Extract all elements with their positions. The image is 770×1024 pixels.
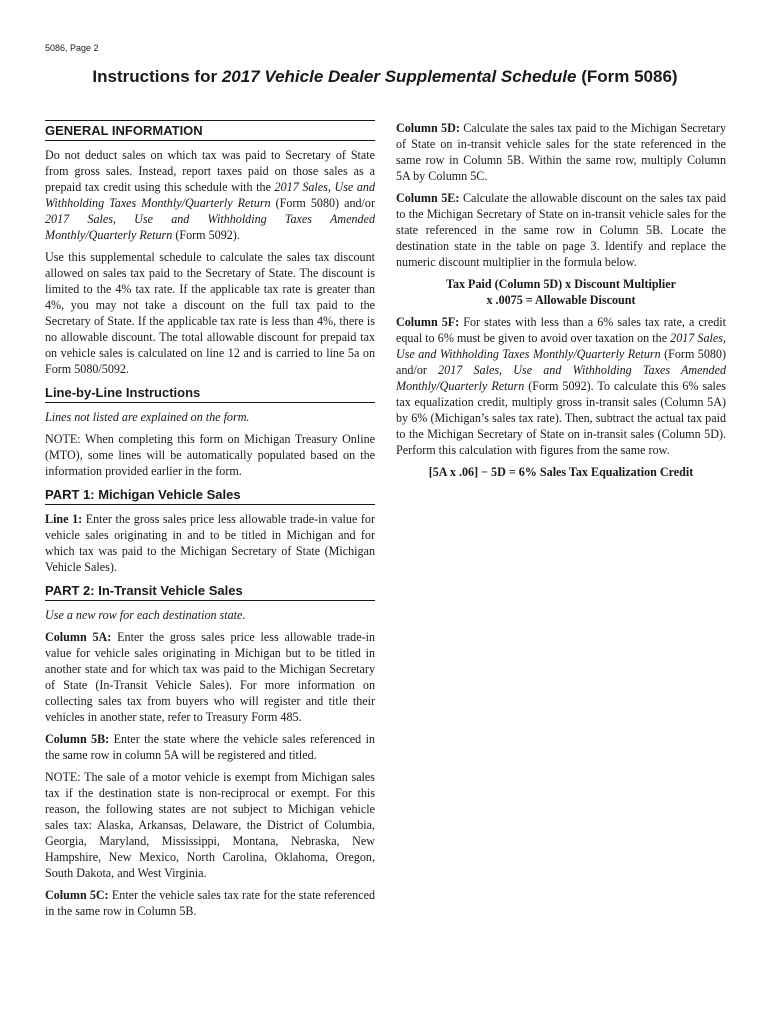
general-paragraph-2: Use this supplemental schedule to calculate the sales tax discount allowed on sales tax paid to the Secretary of State. The discount is limited to the 4% tax rate. If the applicable tax rate is greater than 4%, you may not take a discount on the full tax paid to the Secretary of State. If the applicable tax rate is less than 4%, there is no allowable discount. The total allowable discount for prepaid tax on vehicle sales is calculated on line 12 and is carried to line 5a on Form 5080/5092. xyxy=(45,250,375,376)
page-label: 5086, Page 2 xyxy=(45,43,99,53)
column-5c-label: Column 5C: xyxy=(45,888,109,902)
column-5a-instruction xyxy=(45,629,375,725)
column-5b-text: Enter the state where the vehicle sales referenced in the same row in column 5A will be registered and titled. xyxy=(45,732,375,762)
general-p1-text-b: (Form 5080) and/or xyxy=(270,196,375,210)
column-5e-text: Calculate the allowable discount on the sales tax paid to the Michigan Secretary of State on in-transit vehicle sales for the state referenced in the same row in Column 5B. Locate the destination state in the table on page 3. Identify and replace the numeric discount multiplier in the formula below. xyxy=(396,191,726,269)
right-column xyxy=(396,120,726,486)
general-p1-text-c: (Form 5092). xyxy=(172,228,240,242)
part2-heading: PART 2: In-Transit Vehicle Sales xyxy=(45,581,375,601)
column-5f-text-a: For states with less than a 6% sales tax rate, a credit equal to 6% must be given to avoid over taxation on the xyxy=(396,315,726,345)
line1-instruction xyxy=(45,511,375,575)
column-5e-label: Column 5E: xyxy=(396,191,460,205)
discount-formula xyxy=(396,276,726,308)
form-5092-title-ref: 2017 Sales, Use and Withholding Taxes Amended Monthly/Quarterly Return xyxy=(396,363,727,393)
column-5c-text: Enter the vehicle sales tax rate for the state referenced in the same row in Column 5B. xyxy=(45,888,376,918)
general-paragraph-1 xyxy=(45,147,375,243)
title-italic: 2017 Vehicle Dealer Supplemental Schedule xyxy=(221,67,577,86)
equalization-formula: [5A x .06] − 5D = 6% Sales Tax Equalization Credit xyxy=(428,465,694,479)
exempt-states-note: NOTE: The sale of a motor vehicle is exempt from Michigan sales tax if the destination state is non-reciprocal or exempt. For this reason, the following states are not subject to Michigan vehicle sales tax: Alaska, Arkansas, Delaware, the District of Columbia, Georgia, Maryland, Mississippi, Montana, Nebraska, New Hampshire, New Mexico, North Carolina, Oklahoma, Oregon, South Dakota, and West Virginia. xyxy=(45,770,375,880)
column-5d-instruction xyxy=(396,120,726,184)
form-5092-title: 2017 Sales, Use and Withholding Taxes Amended Monthly/Quarterly Return xyxy=(45,212,375,242)
column-5c-instruction xyxy=(45,887,375,919)
discount-formula-line-2: x .0075 = Allowable Discount xyxy=(486,293,636,307)
column-5d-text: Calculate the sales tax paid to the Michigan Secretary of State on in-transit vehicle sales for the state referenced in the same row in Column 5B. Within the same row, multiply Column 5A by Column 5C. xyxy=(396,121,726,183)
column-5b-instruction xyxy=(45,731,375,763)
title-prefix: Instructions for xyxy=(92,67,222,86)
column-5b-label: Column 5B: xyxy=(45,732,110,746)
mto-note: NOTE: When completing this form on Michigan Treasury Online (MTO), some lines will be automatically populated based on the information provided earlier in the form. xyxy=(45,432,375,478)
line-by-line-heading: Line-by-Line Instructions xyxy=(45,383,375,403)
part2-intro: Use a new row for each destination state. xyxy=(45,608,246,622)
general-p1-text-a: Do not deduct sales on which tax was paid to Secretary of State from gross sales. Instead, report taxes paid on those sales as a prepaid tax credit using this schedule with the xyxy=(45,148,375,194)
line1-text: Enter the gross sales price less allowable trade-in value for vehicle sales originating in and to be titled in Michigan and for which tax was paid to the Michigan Secretary of State (Michigan Vehicle Sales). xyxy=(45,512,375,574)
column-5d-label: Column 5D: xyxy=(396,121,460,135)
page-title xyxy=(0,66,770,87)
discount-formula-line-1: Tax Paid (Column 5D) x Discount Multiplier xyxy=(445,277,677,291)
column-5a-text: Enter the gross sales price less allowable trade-in value for vehicle sales originating in Michigan but to be titled in another state and for which tax was paid to the Michigan Secretary of State (In-Transit Vehicle Sales). For more information on collecting sales tax from buyers who will register and title their vehicles in another state, refer to Treasury Form 485. xyxy=(45,630,376,724)
column-5f-text-c: (Form 5092). To calculate this 6% sales tax equalization credit, multiply gross in-transit sales (Column 5A) by 6% (Michigan’s sales tax rate). Then, subtract the actual tax paid to the Michigan Secretary of State on in-transit sales (Column 5D). Perform this calculation with figures from the same row. xyxy=(396,379,726,457)
column-5e-instruction xyxy=(396,190,726,270)
column-5f-label: Column 5F: xyxy=(396,315,460,329)
form-5080-title-ref: 2017 Sales, Use and Withholding Taxes Monthly/Quarterly Return xyxy=(396,331,726,361)
form-5080-title: 2017 Sales, Use and Withholding Taxes Monthly/Quarterly Return xyxy=(45,180,375,210)
title-suffix: (Form 5086) xyxy=(576,67,678,86)
line-by-line-intro: Lines not listed are explained on the form. xyxy=(45,410,250,424)
column-5f-text-b: (Form 5080) and/or xyxy=(396,347,727,377)
line1-label: Line 1: xyxy=(45,512,83,526)
part1-heading: PART 1: Michigan Vehicle Sales xyxy=(45,485,375,505)
column-5f-instruction xyxy=(396,314,726,458)
general-information-heading: GENERAL INFORMATION xyxy=(45,120,375,141)
left-column xyxy=(45,120,375,925)
column-5a-label: Column 5A: xyxy=(45,630,112,644)
